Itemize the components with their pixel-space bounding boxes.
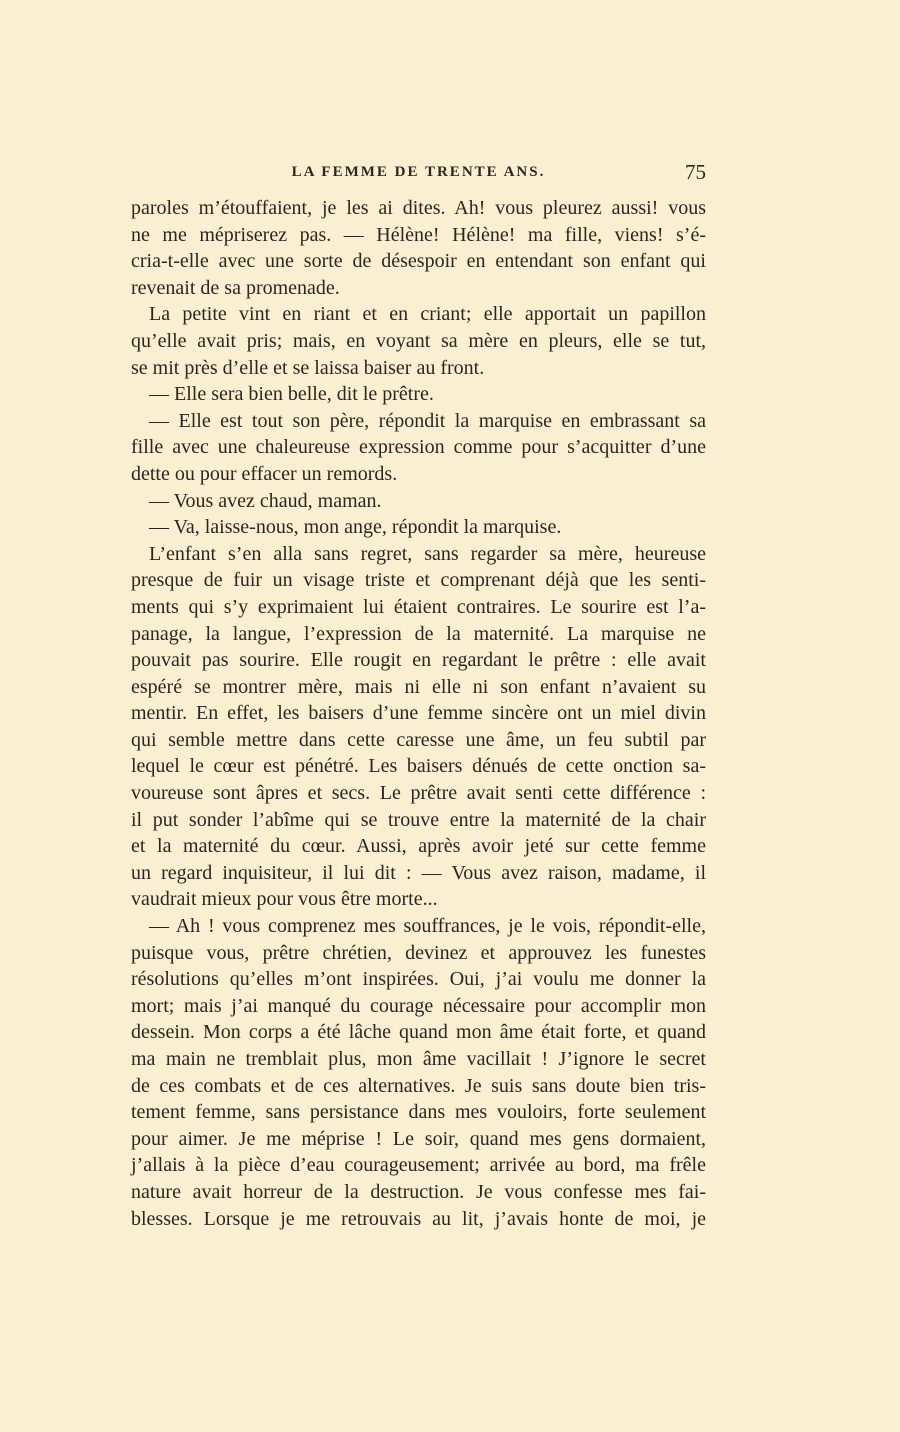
text-line: mort; mais j’ai manqué du courage nécessaire pour accomplir mon bbox=[131, 994, 706, 1017]
text-line: La petite vint en riant et en criant; elle apportait un papillon bbox=[149, 303, 706, 326]
text-line: se mit près d’elle et se laissa baiser au front. bbox=[131, 356, 485, 379]
text-line: blesses. Lorsque je me retrouvais au lit, j’avais honte de moi, je bbox=[131, 1207, 706, 1230]
text-line: — Va, laisse-nous, mon ange, répondit la marquise. bbox=[149, 516, 562, 539]
text-line: cria-t-elle avec une sorte de désespoir en entendant son enfant qui bbox=[131, 250, 706, 273]
text-line: — Elle sera bien belle, dit le prêtre. bbox=[149, 383, 434, 406]
text-line: presque de fuir un visage triste et comprenant déjà que les senti- bbox=[131, 569, 706, 592]
text-line: dessein. Mon corps a été lâche quand mon âme était forte, et quand bbox=[131, 1021, 706, 1044]
text-line: — Elle est tout son père, répondit la marquise en embrassant sa bbox=[149, 409, 706, 432]
text-line: vaudrait mieux pour vous être morte... bbox=[131, 888, 438, 911]
text-line: j’allais à la pièce d’eau courageusement; arrivée au bord, ma frêle bbox=[131, 1154, 706, 1177]
text-line: paroles m’étouffaient, je les ai dites. Ah! vous pleurez aussi! vous bbox=[131, 197, 706, 219]
text-line: qu’elle avait pris; mais, en voyant sa mère en pleurs, elle se tut, bbox=[131, 329, 706, 352]
body-text bbox=[131, 195, 706, 1232]
text-line: et la maternité du cœur. Aussi, après avoir jeté sur cette femme bbox=[131, 835, 706, 858]
text-line: qui semble mettre dans cette caresse une âme, un feu subtil par bbox=[131, 728, 706, 751]
text-line: ments qui s’y exprimaient lui étaient contraires. Le sourire est l’a- bbox=[131, 595, 706, 618]
running-title: LA FEMME DE TRENTE ANS. bbox=[291, 164, 546, 180]
text-line: L’enfant s’en alla sans regret, sans regarder sa mère, heureuse bbox=[149, 542, 706, 565]
text-line: ne me mépriserez pas. — Hélène! Hélène! ma fille, viens! s’é- bbox=[131, 223, 706, 246]
text-line: panage, la langue, l’expression de la maternité. La marquise ne bbox=[131, 622, 706, 645]
text-line: de ces combats et de ces alternatives. Je suis sans doute bien tris- bbox=[131, 1074, 706, 1097]
page-header bbox=[131, 160, 706, 186]
text-line: voureuse sont âpres et secs. Le prêtre avait senti cette différence : bbox=[131, 782, 706, 805]
page-number: 75 bbox=[685, 160, 706, 184]
text-line: puisque vous, prêtre chrétien, devinez et approuvez les funestes bbox=[131, 941, 706, 964]
text-line: un regard inquisiteur, il lui dit : — Vous avez raison, madame, il bbox=[131, 861, 706, 884]
text-line: — Ah ! vous comprenez mes souffrances, je le vois, répondit-elle, bbox=[149, 915, 706, 938]
text-line: tement femme, sans persistance dans mes vouloirs, forte seulement bbox=[131, 1101, 706, 1124]
text-line: fille avec une chaleureuse expression comme pour s’acquitter d’une bbox=[131, 436, 706, 459]
text-line: ma main ne tremblait plus, mon âme vacillait ! J’ignore le secret bbox=[131, 1048, 706, 1070]
text-line: résolutions qu’elles m’ont inspirées. Oui, j’ai voulu me donner la bbox=[131, 968, 706, 991]
text-line: pour aimer. Je me méprise ! Le soir, quand mes gens dormaient, bbox=[131, 1127, 706, 1150]
text-line: lequel le cœur est pénétré. Les baisers dénués de cette onction sa- bbox=[131, 755, 706, 778]
text-line: revenait de sa promenade. bbox=[131, 276, 340, 299]
text-line: pouvait pas sourire. Elle rougit en regardant le prêtre : elle avait bbox=[131, 649, 706, 672]
text-line: dette ou pour effacer un remords. bbox=[131, 462, 398, 485]
text-line: nature avait horreur de la destruction. Je vous confesse mes fai- bbox=[131, 1180, 706, 1203]
text-line: espéré se montrer mère, mais ni elle ni son enfant n’avaient su bbox=[131, 675, 706, 698]
text-line: — Vous avez chaud, maman. bbox=[149, 489, 382, 512]
text-line: mentir. En effet, les baisers d’une femme sincère ont un miel divin bbox=[131, 702, 706, 725]
text-line: il put sonder l’abîme qui se trouve entre la maternité de la chair bbox=[131, 808, 706, 831]
